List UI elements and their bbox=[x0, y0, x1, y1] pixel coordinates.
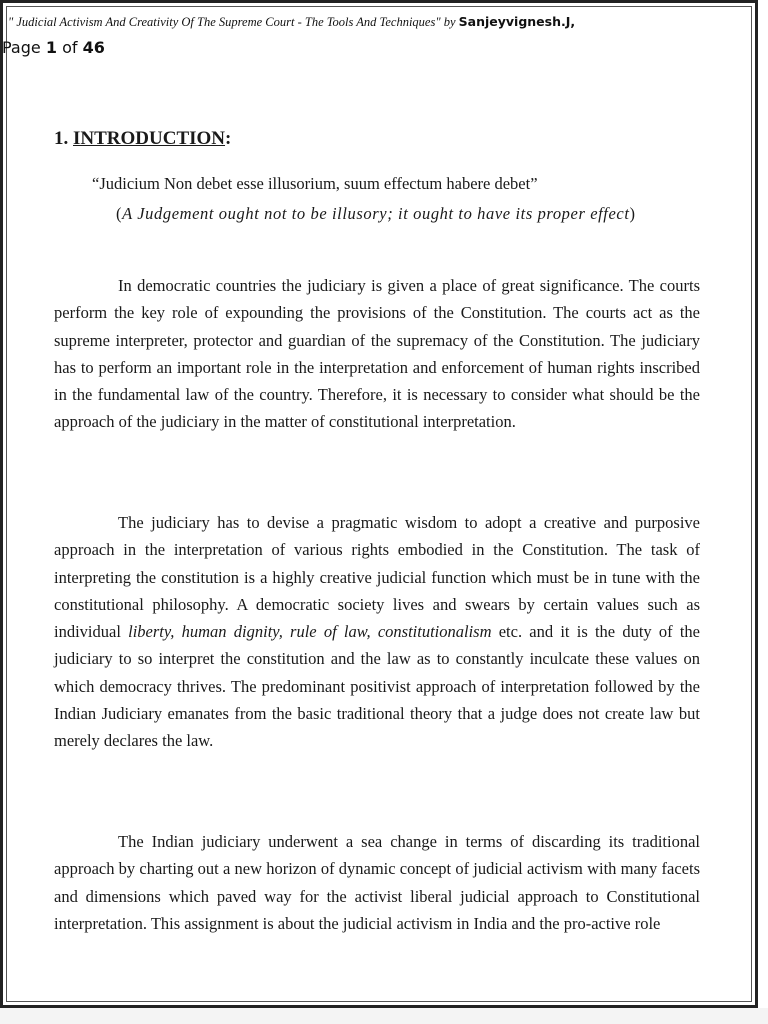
paragraph-text-segment: etc. and it is the duty of the judiciary to so interpret the constitution and the law as to constantly inculcate these values on which democracy thrives. The predominant positivist approach of interpretation followed by the Indian Judiciary emanates from the basic traditional theory that a judge does not create law but merely declares the law. bbox=[54, 622, 700, 751]
section-title: INTRODUCTION bbox=[73, 128, 226, 149]
total-page-count: 46 bbox=[82, 38, 105, 57]
paragraph-text: The Indian judiciary underwent a sea change in terms of discarding its traditional approach by charting out a new horizon of dynamic concept of judicial activism with many facets and dimensions which paved way for the activist liberal judicial approach to Constitutional interpretation. This assignment is about the judicial activism in India and the pro-active role bbox=[54, 832, 700, 933]
translation-text: A Judgement ought not to be illusory; it ought to have its proper effect bbox=[122, 204, 630, 223]
body-paragraph-2 bbox=[54, 509, 700, 755]
section-number: 1. bbox=[54, 128, 69, 149]
running-header bbox=[8, 14, 758, 30]
paragraph-text: In democratic countries the judiciary is given a place of great significance. The courts perform the key role of expounding the provisions of the Constitution. The courts act as the supreme interpreter, protector and guardian of the supremacy of the Constitution. The judiciary has to perform an important role in the interpretation and enforcement of human rights inscribed in the fundamental law of the country. Therefore, it is necessary to consider what should be the approach of the judiciary in the matter of constitutional interpretation. bbox=[54, 276, 700, 432]
latin-maxim: “Judicium Non debet esse illusorium, suum effectum habere debet” bbox=[92, 174, 538, 193]
maxim-translation bbox=[116, 200, 656, 228]
paragraph-text bbox=[54, 509, 700, 755]
section-colon: : bbox=[225, 128, 232, 149]
header-by-label: by bbox=[443, 15, 456, 29]
section-heading bbox=[54, 128, 231, 150]
page-bottom-gutter bbox=[0, 1008, 768, 1024]
translation-close-paren: ) bbox=[629, 204, 636, 223]
body-paragraph-1 bbox=[54, 272, 700, 436]
translation-open-paren: ( bbox=[116, 204, 123, 223]
body-paragraph-3 bbox=[54, 828, 700, 937]
paragraph-italic-values: liberty, human dignity, rule of law, constitutionalism bbox=[128, 622, 492, 642]
page-separator: of bbox=[62, 38, 78, 57]
header-author: Sanjeyvignesh.J, bbox=[458, 14, 576, 29]
current-page-number: 1 bbox=[45, 38, 57, 57]
page-number-indicator bbox=[2, 38, 105, 57]
paragraph-text-segment: The judiciary has to devise a pragmatic wisdom to adopt a creative and purposive approach in the interpretation of various rights embodied in the Constitution. The task of interpreting the constitution is a highly creative judicial function which must be in tune with the constitutional philosophy. A democratic society lives and swears by certain values such as individual bbox=[54, 513, 700, 642]
header-document-title: " Judicial Activism And Creativity Of The Supreme Court - The Tools And Techniques" bbox=[8, 15, 441, 29]
page-prefix: Page bbox=[2, 38, 41, 57]
